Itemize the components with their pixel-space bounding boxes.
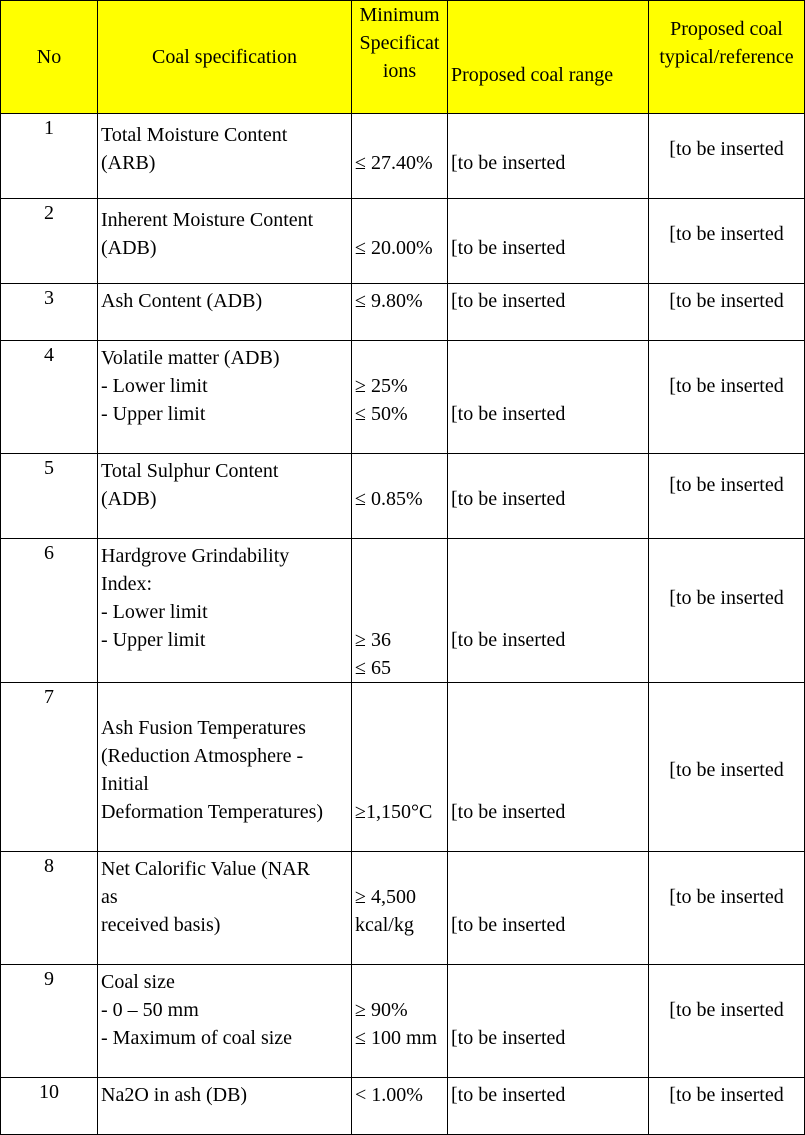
proposed-range-value: [to be inserted <box>451 1027 566 1049</box>
row-number: 10 <box>1 1078 98 1135</box>
table-row <box>1 1078 805 1135</box>
header-coal-specification: Coal specification <box>98 1 352 114</box>
header-ref-line: typical/reference <box>659 46 794 68</box>
spacer <box>451 855 645 883</box>
coal-specification-cell <box>98 965 352 1078</box>
proposed-range-value: [to be inserted <box>451 237 566 259</box>
spec-line: Na2O in ash (DB) <box>101 1084 248 1106</box>
minimum-specification-cell <box>352 284 448 341</box>
row-number: 9 <box>1 965 98 1078</box>
minimum-specification-cell <box>352 454 448 539</box>
proposed-coal-range-cell <box>448 683 649 852</box>
proposed-range-value: [to be inserted <box>451 488 566 510</box>
proposed-reference-value: [to be inserted <box>669 138 784 160</box>
coal-specification-cell <box>98 1078 352 1135</box>
spacer <box>652 457 801 471</box>
spec-line: Total Sulphur Content <box>101 460 279 482</box>
proposed-typical-reference-cell <box>649 114 805 199</box>
spacer <box>355 542 444 570</box>
spacer <box>355 121 444 149</box>
spacer <box>652 570 801 584</box>
minimum-specification-cell <box>352 683 448 852</box>
table-row <box>1 965 805 1078</box>
spacer <box>355 855 444 883</box>
row-number: 1 <box>1 114 98 199</box>
spec-line: Deformation Temperatures) <box>101 801 324 823</box>
coal-specification-cell <box>98 539 352 683</box>
spec-line: Ash Fusion Temperatures <box>101 717 306 739</box>
table-row <box>1 683 805 852</box>
proposed-range-value: [to be inserted <box>451 629 566 651</box>
coal-specification-cell <box>98 341 352 454</box>
proposed-reference-value: [to be inserted <box>669 474 784 496</box>
min-spec-line: kcal/kg <box>355 914 414 936</box>
row-number: 6 <box>1 539 98 683</box>
min-spec-line: ≥1,150°C <box>355 801 433 823</box>
coal-specification-cell <box>98 199 352 284</box>
spacer <box>451 968 645 996</box>
table-body <box>1 114 805 1135</box>
proposed-coal-range-cell <box>448 1078 649 1135</box>
min-spec-line: ≥ 36 <box>355 629 391 651</box>
spacer <box>355 770 444 798</box>
coal-specification-cell <box>98 683 352 852</box>
spacer <box>355 714 444 742</box>
header-ref-line: Proposed coal <box>670 18 783 40</box>
spec-line: - Lower limit <box>101 375 208 397</box>
spacer <box>652 344 801 372</box>
proposed-range-value: [to be inserted <box>451 914 566 936</box>
min-spec-line: ≥ 4,500 <box>355 886 416 908</box>
spec-line: Coal size <box>101 971 175 993</box>
spacer <box>451 742 645 770</box>
proposed-range-value: [to be inserted <box>451 403 566 425</box>
row-number: 2 <box>1 199 98 284</box>
proposed-typical-reference-cell <box>649 852 805 965</box>
row-number: 8 <box>1 852 98 965</box>
proposed-reference-value: [to be inserted <box>669 886 784 908</box>
table-row <box>1 539 805 683</box>
spec-line: - 0 – 50 mm <box>101 999 199 1021</box>
spec-line: - Upper limit <box>101 629 206 651</box>
proposed-typical-reference-cell <box>649 683 805 852</box>
coal-specification-cell <box>98 114 352 199</box>
proposed-coal-range-cell <box>448 454 649 539</box>
row-number: 4 <box>1 341 98 454</box>
proposed-range-value: [to be inserted <box>451 1084 566 1106</box>
minimum-specification-cell <box>352 1078 448 1135</box>
header-minimum-specifications <box>352 1 448 114</box>
row-number: 5 <box>1 454 98 539</box>
spacer <box>451 344 645 372</box>
spec-line: as <box>101 886 118 908</box>
spec-line: Ash Content (ADB) <box>101 290 263 312</box>
row-number: 7 <box>1 683 98 852</box>
spec-line: Hardgrove Grindability <box>101 545 290 567</box>
row-number: 3 <box>1 284 98 341</box>
header-no: No <box>1 1 98 114</box>
proposed-range-value: [to be inserted <box>451 290 566 312</box>
header-min-line: ions <box>382 60 417 82</box>
proposed-reference-value: [to be inserted <box>669 375 784 397</box>
spacer <box>355 742 444 770</box>
header-row <box>1 1 805 114</box>
min-spec-line: ≤ 0.85% <box>355 488 423 510</box>
proposed-typical-reference-cell <box>649 454 805 539</box>
spacer <box>451 121 645 149</box>
table-row <box>1 114 805 199</box>
spacer <box>451 570 645 598</box>
spacer <box>451 996 645 1024</box>
min-spec-line: ≤ 20.00% <box>355 237 433 259</box>
min-spec-line: ≤ 9.80% <box>355 290 423 312</box>
spec-line: (ARB) <box>101 152 156 174</box>
spacer <box>652 206 801 220</box>
coal-specification-cell <box>98 284 352 341</box>
proposed-reference-value: [to be inserted <box>669 290 784 312</box>
proposed-typical-reference-cell <box>649 341 805 454</box>
spacer <box>451 542 645 570</box>
spec-line: Inherent Moisture Content <box>101 209 314 231</box>
table-row <box>1 454 805 539</box>
coal-specification-cell <box>98 852 352 965</box>
table-row <box>1 284 805 341</box>
spacer <box>451 457 645 485</box>
proposed-coal-range-cell <box>448 852 649 965</box>
spec-line: Initial <box>101 773 149 795</box>
min-spec-line: ≥ 90% <box>355 999 408 1021</box>
spec-line: - Maximum of coal size <box>101 1027 293 1049</box>
spec-line: Total Moisture Content <box>101 124 288 146</box>
spacer <box>451 714 645 742</box>
spacer <box>355 968 444 996</box>
spacer <box>355 457 444 485</box>
proposed-typical-reference-cell <box>649 199 805 284</box>
spec-line: (ADB) <box>101 237 157 259</box>
proposed-reference-value: [to be inserted <box>669 587 784 609</box>
spec-line: - Lower limit <box>101 601 208 623</box>
spec-line: (ADB) <box>101 488 157 510</box>
minimum-specification-cell <box>352 965 448 1078</box>
proposed-reference-value: [to be inserted <box>669 223 784 245</box>
proposed-coal-range-cell <box>448 114 649 199</box>
spacer <box>355 570 444 598</box>
table-row <box>1 341 805 454</box>
spacer <box>652 855 801 883</box>
minimum-specification-cell <box>352 199 448 284</box>
header-min-line: Minimum <box>359 4 440 26</box>
minimum-specification-cell <box>352 852 448 965</box>
spacer <box>451 883 645 911</box>
spacer <box>355 206 444 234</box>
spec-line: Index: <box>101 573 153 595</box>
min-spec-line: ≤ 27.40% <box>355 152 433 174</box>
proposed-typical-reference-cell <box>649 1078 805 1135</box>
spacer <box>355 344 444 372</box>
proposed-coal-range-cell <box>448 341 649 454</box>
spacer <box>451 770 645 798</box>
minimum-specification-cell <box>352 539 448 683</box>
spacer <box>652 742 801 756</box>
proposed-coal-range-cell <box>448 539 649 683</box>
spacer <box>652 121 801 135</box>
proposed-typical-reference-cell <box>649 539 805 683</box>
proposed-typical-reference-cell <box>649 965 805 1078</box>
min-spec-line: < 1.00% <box>355 1084 423 1106</box>
proposed-coal-range-cell <box>448 965 649 1078</box>
proposed-coal-range-cell <box>448 284 649 341</box>
proposed-typical-reference-cell <box>649 284 805 341</box>
min-spec-line: ≤ 50% <box>355 403 408 425</box>
coal-specification-cell <box>98 454 352 539</box>
proposed-coal-range-cell <box>448 199 649 284</box>
table-row <box>1 199 805 284</box>
spec-line: received basis) <box>101 914 221 936</box>
proposed-range-value: [to be inserted <box>451 152 566 174</box>
minimum-specification-cell <box>352 341 448 454</box>
table-row <box>1 852 805 965</box>
spacer <box>652 542 801 570</box>
proposed-reference-value: [to be inserted <box>669 759 784 781</box>
spec-line: Volatile matter (ADB) <box>101 347 280 369</box>
spec-line: Net Calorific Value (NAR <box>101 858 311 880</box>
minimum-specification-cell <box>352 114 448 199</box>
min-spec-line: ≥ 25% <box>355 375 408 397</box>
min-spec-line: ≤ 65 <box>355 657 391 679</box>
header-min-line: Specificat <box>359 32 440 54</box>
proposed-range-value: [to be inserted <box>451 801 566 823</box>
spacer <box>451 372 645 400</box>
spacer <box>652 968 801 996</box>
proposed-reference-value: [to be inserted <box>669 1084 784 1106</box>
spacer <box>451 206 645 234</box>
proposed-reference-value: [to be inserted <box>669 999 784 1021</box>
spacer <box>355 598 444 626</box>
header-proposed-coal-typical-reference <box>649 1 805 114</box>
min-spec-line: ≤ 100 mm <box>355 1027 438 1049</box>
spacer <box>652 714 801 742</box>
spec-line: - Upper limit <box>101 403 206 425</box>
header-proposed-coal-range: Proposed coal range <box>448 1 649 114</box>
spec-line: (Reduction Atmosphere - <box>101 745 304 767</box>
spacer <box>451 598 645 626</box>
